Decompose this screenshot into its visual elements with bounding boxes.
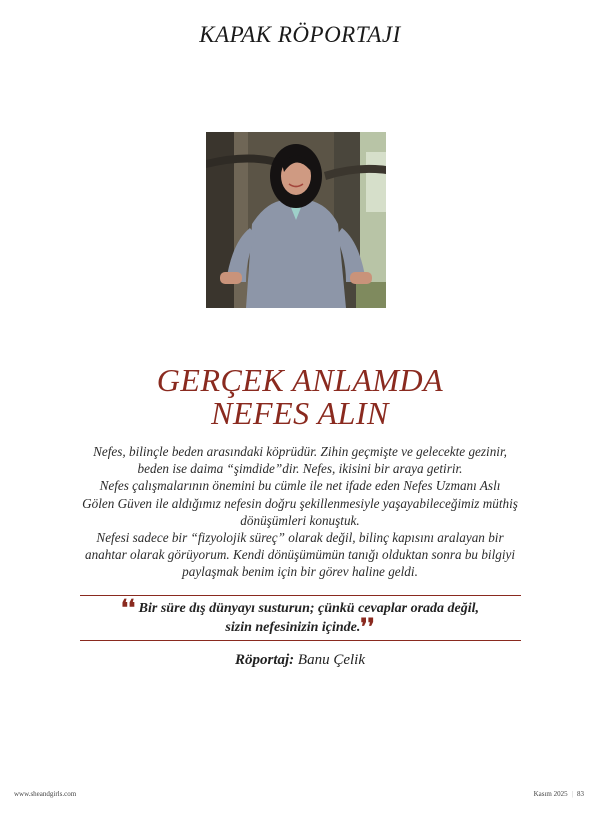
footer-date: Kasım 2025: [533, 790, 568, 798]
footer-divider: |: [571, 790, 573, 798]
footer-page-info: [534, 790, 584, 798]
quote-rule-top: [80, 595, 521, 596]
page-number: 83: [577, 790, 584, 798]
headline-line-1: GERÇEK ANLAMDA: [156, 362, 444, 398]
close-quote-icon: ❜❜: [360, 614, 375, 639]
byline-label: Röportaj:: [234, 652, 295, 668]
intro-line: Nefes, bilinçle beden arasındaki köprüdür. Zihin geçmişte ve gelecekte gezinir,: [93, 444, 507, 459]
section-title: KAPAK RÖPORTAJI: [199, 22, 401, 47]
byline-author: Banu Çelik: [297, 652, 365, 668]
portrait-illustration: [206, 132, 386, 308]
intro-paragraph: [40, 443, 560, 581]
intro-line: paylaşmak benim için bir görev haline geldi.: [182, 564, 418, 580]
article-headline: [0, 364, 600, 430]
intro-line: Gölen Güven ile aldığımız nefesin doğru şekillenmesiyle yaşayabileceğimiz müthiş: [82, 495, 518, 511]
quote-line-1: Bir süre dış dünyayı susturun; çünkü cevaplar orada değil,: [138, 601, 480, 616]
intro-line: Nefesi sadece bir “fizyolojik süreç” olarak değil, bilinç kapısını aralayan bir: [96, 530, 504, 546]
headline-line-2: NEFES ALIN: [211, 395, 389, 431]
intro-line: beden ise daima “şimdide”dir. Nefes, ikisini bir araya getirir.: [137, 461, 463, 477]
intro-line: dönüşümleri konuştuk.: [240, 512, 360, 528]
pull-quote: [60, 595, 540, 639]
quote-rule-bottom: [80, 640, 521, 641]
quote-line-2: sizin nefesinizin içinde.: [225, 620, 361, 635]
footer-website: www.sheandgirls.com: [14, 790, 77, 798]
intro-line: anahtar olarak görüyorum. Kendi dönüşümümün tanığı olduktan sonra bu bilgiyi: [84, 547, 516, 563]
intro-line: Nefes çalışmalarının önemini bu cümle ile net ifade eden Nefes Uzmanı Aslı: [99, 478, 501, 494]
byline: [0, 652, 600, 669]
cover-photo: [206, 132, 386, 308]
open-quote-icon: ❛❛: [120, 595, 136, 620]
